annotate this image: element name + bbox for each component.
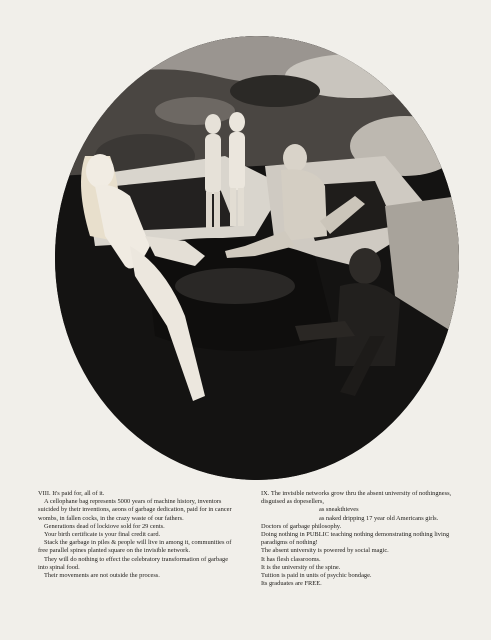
paragraph: It is the university of the spine.: [261, 563, 341, 571]
paragraph: Stack the garbage in piles & people will live in among it, communities of free parallel spines planted square on the invisible network.: [38, 539, 232, 555]
paragraph: The absent university is powered by social magic.: [261, 547, 389, 555]
subline: as sneakthieves: [319, 506, 359, 514]
paragraph: Their movements are not outside the process.: [44, 572, 160, 580]
circular-junkyard-photo: [55, 36, 459, 480]
paragraph: Generations dead of lockiove sold for 29 cents.: [44, 522, 165, 530]
section-viii-heading: VIII. It's paid for, all of it.: [38, 490, 105, 497]
section-ix: [261, 490, 462, 588]
paragraph: Its graduates are FREE.: [261, 580, 322, 588]
paragraph: It has flesh classrooms.: [261, 555, 321, 563]
text-columns: [38, 490, 462, 588]
section-ix-heading: IX. The invisible networks grow thru the absent university of nothingness, disguised as dopesellers,: [261, 490, 452, 506]
subline: as naked dripping 17 year old Americans girls.: [319, 514, 439, 522]
paragraph: Tuition is paid in units of psychic bondage.: [261, 572, 372, 580]
paragraph: Your birth certificate is your final credit card.: [44, 531, 161, 539]
section-viii: [38, 490, 239, 588]
junkyard-figures-illustration: [55, 36, 459, 480]
paragraph: They will do nothing to effect the celebratory transformation of garbage into spinal food.: [38, 555, 229, 571]
paragraph: Doing nothing in PUBLIC teaching nothing demonstrating nothing living paradigms of nothing!: [261, 531, 450, 547]
paragraph: A cellophane bag represents 5000 years of machine history, inventors suicided by their inventions, aeons of garbage dedication, paid for in cancer wombs, in fallen cocks, in the crazy waste of our fathers.: [38, 498, 232, 522]
paragraph: Doctors of garbage philosophy.: [261, 522, 342, 530]
